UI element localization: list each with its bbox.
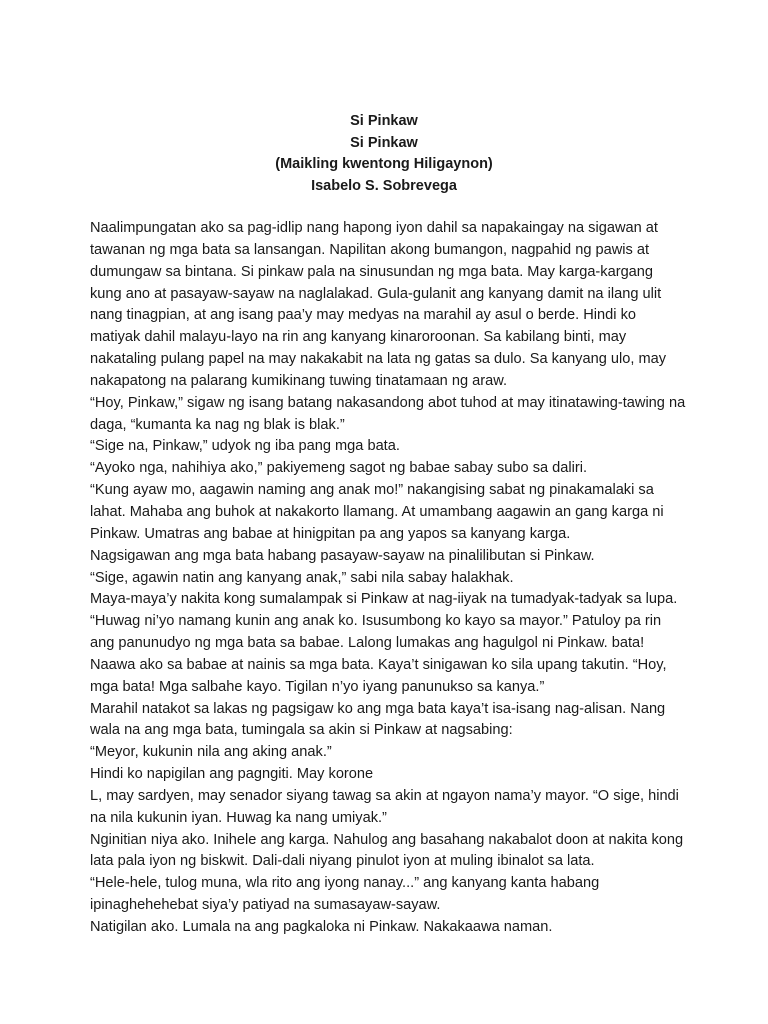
text-line: Marahil natakot sa lakas ng pagsigaw ko ang mga bata kaya’t isa-isang nag-alisan. Nang (90, 700, 666, 717)
text-line: nang tinagpian, at ang isang paa’y may medyas na marahil ay asul o berde. Hindi ko (90, 307, 636, 324)
text-line: mga bata! Mga salbahe kayo. Tigilan n’yo iyang panunukso sa kanya.” (90, 678, 545, 695)
text-line: Nagsigawan ang mga bata habang pasayaw-sayaw na pinalilibutan si Pinkaw. (90, 547, 595, 564)
text-line: Naawa ako sa babae at nainis sa mga bata. Kaya’t sinigawan ko sila upang takutin. “Hoy, (90, 656, 667, 673)
text-line: wala na ang mga bata, tumingala sa akin si Pinkaw at nagsabing: (90, 722, 513, 739)
text-line: Naalimpungatan ako sa pag-idlip nang hapong iyon dahil sa napakaingay na sigawan at (90, 220, 658, 236)
text-line: lata pala iyon ng biskwit. Dali-dali niyang pinulot iyon at muling ibinalot sa lata. (90, 853, 595, 870)
text-line: Natigilan ako. Lumala na ang pagkaloka ni Pinkaw. Nakakaawa naman. (90, 919, 553, 935)
text-line: ipinaghehehebat siya’y patiyad na sumasayaw-sayaw. (90, 897, 441, 914)
text-line: “Sige, agawin natin ang kanyang anak,” sabi nila sabay halakhak. (90, 569, 514, 586)
text-line: kung ano at pasayaw-sayaw na naglalakad. Gula-gulanit ang kanyang damit na ilang ulit (90, 285, 662, 302)
text-line: Hindi ko napigilan ang pagngiti. May korone (90, 766, 374, 783)
text-line: daga, “kumanta ka nag ng blak is blak.” (90, 416, 345, 433)
text-line: L, may sardyen, may senador siyang tawag sa akin at ngayon nama’y mayor. “O sige, hindi (90, 787, 679, 804)
text-line: nakataling pulang papel na may nakakabit na lata ng gatas sa dulo. Sa kanyang ulo, may (90, 351, 667, 368)
text-line: na nila kukunin iyan. Huwag ka nang umiyak.” (90, 809, 387, 826)
text-line: dumungaw sa bintana. Si pinkaw pala na sinusundan ng mga bata. May karga-kargang (90, 263, 654, 280)
text-line: “Hoy, Pinkaw,” sigaw ng isang batang nakasandong abot tuhod at may itinatawing-tawing na (90, 394, 686, 411)
text-line: lahat. Mahaba ang buhok at nakakorto llamang. At umambang aagawin an gang karga ni (90, 503, 664, 520)
text-line: “Kung ayaw mo, aagawin naming ang anak mo!” nakangising sabat ng pinakamalaki sa (90, 482, 654, 499)
text-line: tawanan ng mga bata sa lansangan. Napilitan akong bumangon, nagpahid ng pawis at (90, 241, 650, 258)
story-subtitle: (Maikling kwentong Hiligaynon) (275, 156, 493, 172)
text-line: nakapatong na palarang kumikinang tuwing tinatamaan ng araw. (90, 372, 508, 389)
text-line: ang panunudyo ng mga bata sa babae. Lalong lumakas ang hagulgol ni Pinkaw. bata! (90, 635, 645, 652)
story-title: Si Pinkaw (350, 113, 418, 129)
text-line: “Ayoko nga, nahihiya ako,” pakiyemeng sagot ng babae sabay subo sa daliri. (90, 460, 588, 477)
text-line: “Sige na, Pinkaw,” udyok ng iba pang mga bata. (90, 438, 400, 455)
text-line: “Hele-hele, tulog muna, wla rito ang iyong nanay...” ang kanyang kanta habang (90, 875, 600, 892)
document-header (0, 111, 768, 197)
story-author: Isabelo S. Sobrevega (311, 177, 457, 194)
text-line: Maya-maya’y nakita kong sumalampak si Pinkaw at nag-iiyak na tumadyak-tadyak sa lupa. (90, 591, 678, 608)
text-line: Nginitian niya ako. Inihele ang karga. Nahulog ang basahang nakabalot doon at nakita kong (90, 831, 684, 848)
text-line: “Meyor, kukunin nila ang aking anak.” (90, 744, 332, 761)
text-line: “Huwag ni’yo namang kunin ang anak ko. Isusumbong ko kayo sa mayor.” Patuloy pa rin (90, 613, 662, 630)
text-line: Pinkaw. Umatras ang babae at hinigpitan pa ang yapos sa kanyang karga. (90, 525, 571, 542)
story-body (90, 218, 690, 939)
story-title-repeat: Si Pinkaw (350, 134, 418, 151)
text-line: matiyak dahil malayu-layo na rin ang kanyang kinaroroonan. Sa kabilang binti, may (90, 329, 627, 346)
